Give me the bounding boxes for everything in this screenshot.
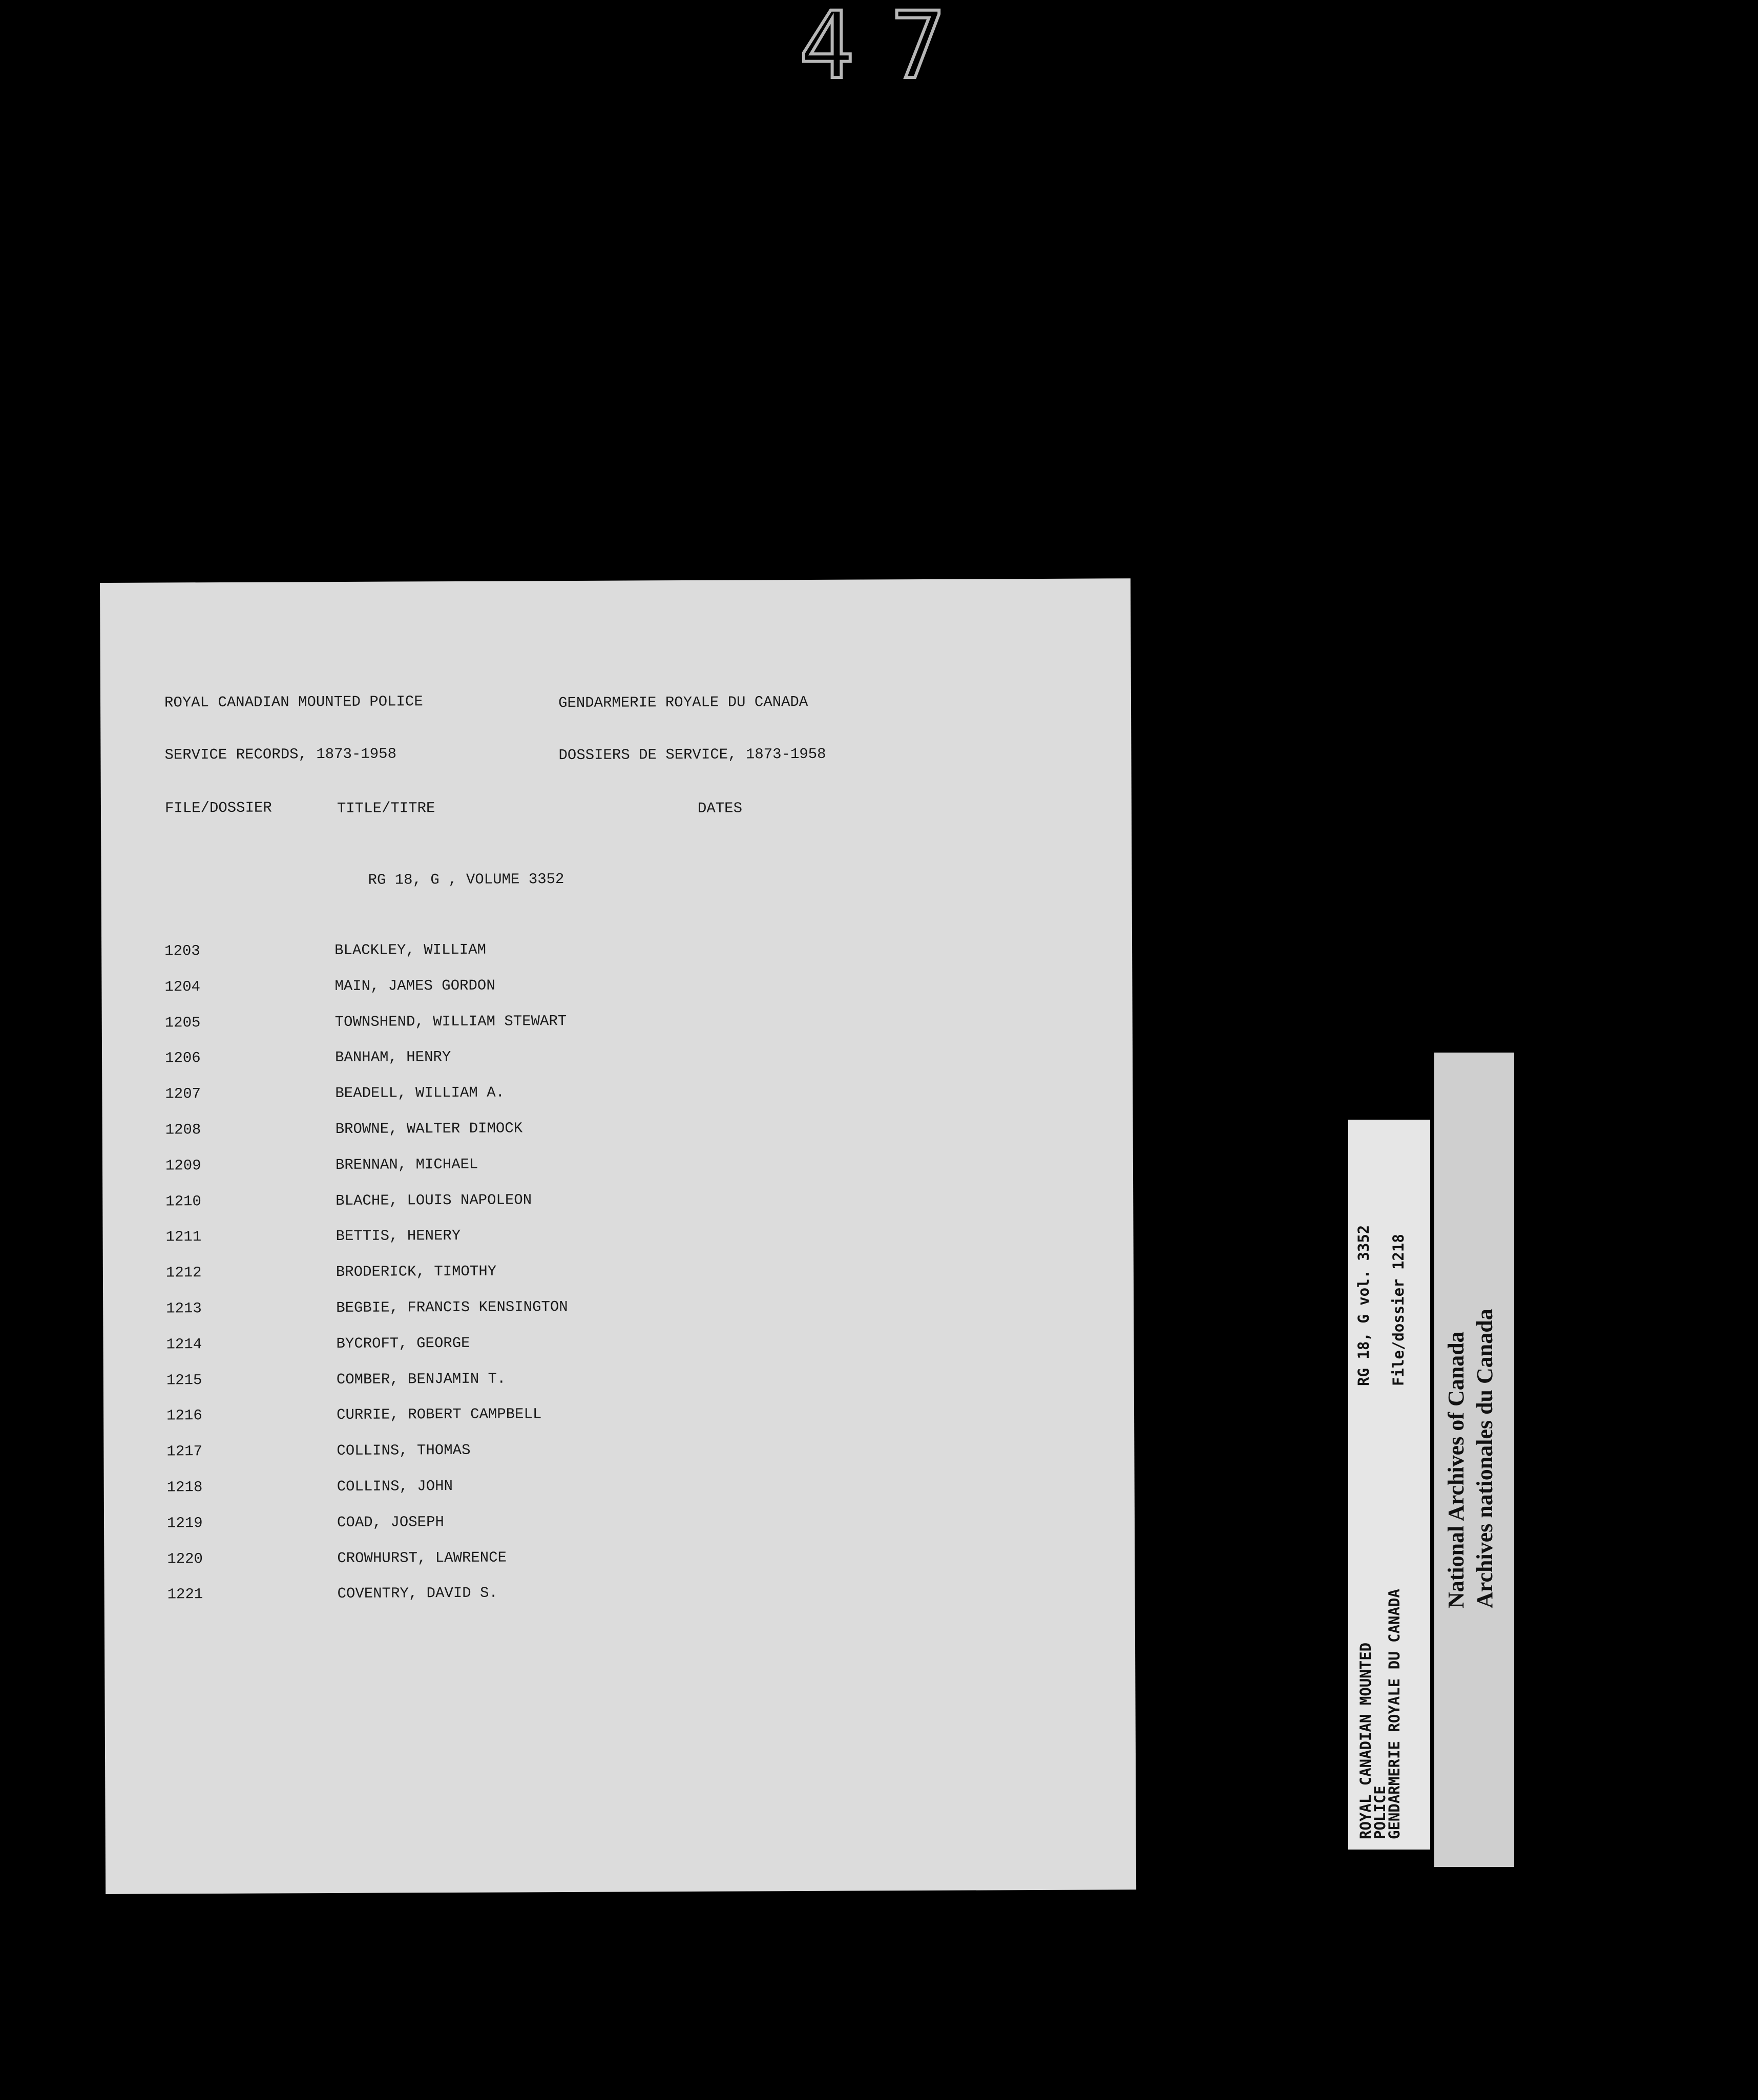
record-title: BEADELL, WILLIAM A. — [335, 1084, 505, 1102]
record-file-number: 1216 — [166, 1407, 202, 1424]
record-title: BEGBIE, FRANCIS KENSINGTON — [336, 1298, 568, 1317]
record-title: COVENTRY, DAVID S. — [337, 1585, 498, 1603]
record-title: BRENNAN, MICHAEL — [335, 1156, 478, 1173]
record-file-number: 1217 — [166, 1443, 203, 1460]
record-file-number: 1207 — [165, 1085, 201, 1103]
record-title: CROWHURST, LAWRENCE — [337, 1549, 507, 1567]
col-header-title: TITLE/TITRE — [337, 800, 435, 817]
record-file-number: 1215 — [166, 1371, 202, 1389]
record-file-number: 1213 — [166, 1300, 202, 1317]
record-file-number: 1211 — [165, 1228, 202, 1246]
record-title: BETTIS, HENERY — [336, 1227, 461, 1245]
record-file-number: 1218 — [166, 1479, 203, 1496]
record-row — [103, 1260, 1134, 1282]
pointer-arrow-icon — [102, 2047, 148, 2100]
org-fr: GENDARMERIE ROYALE DU CANADA — [558, 693, 808, 712]
archives-name-en: National Archives of Canada — [1443, 1331, 1469, 1608]
record-row — [103, 1368, 1134, 1390]
label-line3: GENDARMERIE ROYALE DU CANADA — [1386, 1589, 1403, 1839]
record-row — [101, 938, 1132, 960]
record-title: BLACHE, LOUIS NAPOLEON — [336, 1191, 532, 1209]
archives-label-strip — [1434, 1053, 1514, 1867]
record-row — [101, 974, 1132, 996]
record-title: BANHAM, HENRY — [334, 1048, 451, 1066]
record-title: COAD, JOSEPH — [337, 1513, 444, 1531]
record-row — [103, 1225, 1134, 1247]
series-fr: DOSSIERS DE SERVICE, 1873-1958 — [558, 745, 826, 764]
record-title: TOWNSHEND, WILLIAM STEWART — [334, 1012, 567, 1031]
record-title: BLACKLEY, WILLIAM — [334, 941, 487, 959]
label-line1: ROYAL CANADIAN MOUNTED — [1357, 1642, 1374, 1839]
frame-number: 47 — [799, 0, 982, 99]
label-line2: POLICE — [1371, 1786, 1389, 1839]
label-ref-file: File/dossier 1218 — [1390, 1234, 1407, 1386]
record-title: COMBER, BENJAMIN T. — [336, 1370, 506, 1388]
record-row — [102, 1010, 1133, 1032]
org-en: ROYAL CANADIAN MOUNTED POLICE — [164, 693, 423, 711]
series-en: SERVICE RECORDS, 1873-1958 — [164, 745, 397, 764]
record-title: BRODERICK, TIMOTHY — [336, 1263, 497, 1281]
record-file-number: 1208 — [165, 1121, 201, 1139]
record-row — [104, 1546, 1135, 1568]
record-title: BYCROFT, GEORGE — [336, 1334, 470, 1352]
record-title: BROWNE, WALTER DIMOCK — [335, 1120, 523, 1138]
record-row — [102, 1117, 1133, 1139]
record-row — [103, 1439, 1134, 1461]
record-row — [104, 1582, 1135, 1604]
record-row — [102, 1046, 1133, 1068]
record-row — [103, 1296, 1134, 1318]
record-file-number: 1210 — [165, 1192, 201, 1210]
file-label-strip — [1348, 1120, 1430, 1850]
record-file-number: 1206 — [164, 1049, 201, 1067]
record-row — [104, 1510, 1135, 1532]
record-row — [104, 1475, 1135, 1497]
archives-name-fr: Archives nationales du Canada — [1472, 1309, 1497, 1608]
record-file-number: 1209 — [165, 1157, 201, 1174]
record-title: CURRIE, ROBERT CAMPBELL — [337, 1405, 542, 1424]
record-file-number: 1220 — [167, 1550, 203, 1568]
record-file-number: 1219 — [166, 1514, 203, 1532]
record-file-number: 1214 — [166, 1335, 202, 1353]
record-row — [103, 1332, 1134, 1354]
record-file-number: 1203 — [164, 942, 200, 960]
record-row — [103, 1403, 1134, 1425]
record-file-number: 1205 — [164, 1014, 201, 1032]
col-header-file: FILE/DOSSIER — [164, 799, 272, 817]
record-file-number: 1204 — [164, 978, 201, 996]
record-title: COLLINS, THOMAS — [337, 1442, 471, 1460]
record-title: COLLINS, JOHN — [337, 1478, 453, 1495]
record-row — [102, 1189, 1133, 1211]
record-title: MAIN, JAMES GORDON — [334, 977, 495, 995]
record-row — [102, 1081, 1133, 1103]
col-header-dates: DATES — [697, 800, 743, 817]
document-page — [100, 578, 1136, 1894]
record-file-number: 1221 — [167, 1586, 203, 1603]
volume-reference: RG 18, G , VOLUME 3352 — [368, 871, 564, 889]
record-file-number: 1212 — [165, 1264, 202, 1282]
label-ref-volume: RG 18, G vol. 3352 — [1355, 1225, 1372, 1386]
record-row — [102, 1153, 1133, 1175]
